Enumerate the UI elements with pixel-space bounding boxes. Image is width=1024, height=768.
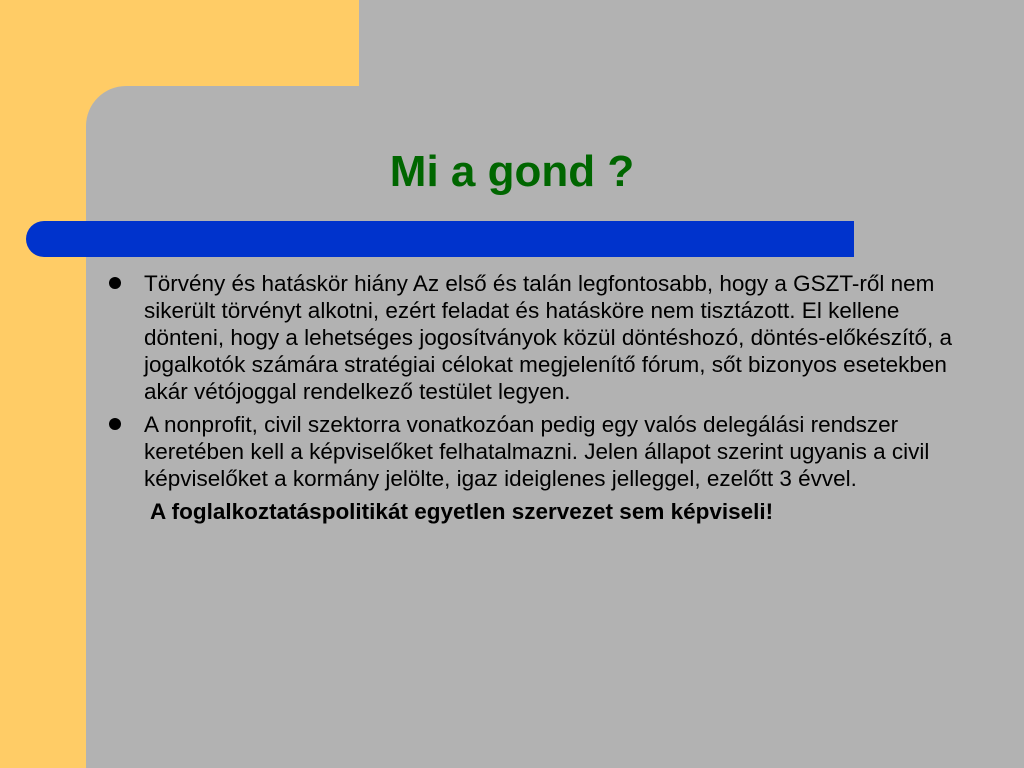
bullet-icon bbox=[109, 418, 121, 430]
bullet-icon bbox=[109, 277, 121, 289]
slide-title: Mi a gond ? bbox=[389, 147, 635, 196]
bullet-text: A nonprofit, civil szektorra vonatkozóan pedig egy valós delegálási rendszer keretében kell a képviselőket felhatalmazni. Jelen állapot szerint ugyanis a civil képviselőket a kormány jelölte, igaz ideiglenes jelleggel, ezelőtt 3 évvel. bbox=[144, 412, 930, 491]
blue-divider-bar bbox=[26, 221, 854, 257]
slide-body bbox=[100, 270, 960, 525]
bullet-item bbox=[100, 411, 960, 492]
emphasis-statement: A foglalkoztatáspolitikát egyetlen szervezet sem képviseli! bbox=[150, 499, 774, 524]
bullet-text: Törvény és hatáskör hiány Az első és talán legfontosabb, hogy a GSZT-ről nem sikerült törvényt alkotni, ezért feladat és hatásköre nem tisztázott. El kellene dönteni, hogy a lehetséges jogosítványok közül döntéshozó, döntés-előkészítő, a jogalkotók számára stratégiai célokat megjelenítő fórum, sőt bizonyos esetekben akár vétójoggal rendelkező testület legyen. bbox=[144, 271, 953, 404]
bullet-item bbox=[100, 270, 960, 405]
